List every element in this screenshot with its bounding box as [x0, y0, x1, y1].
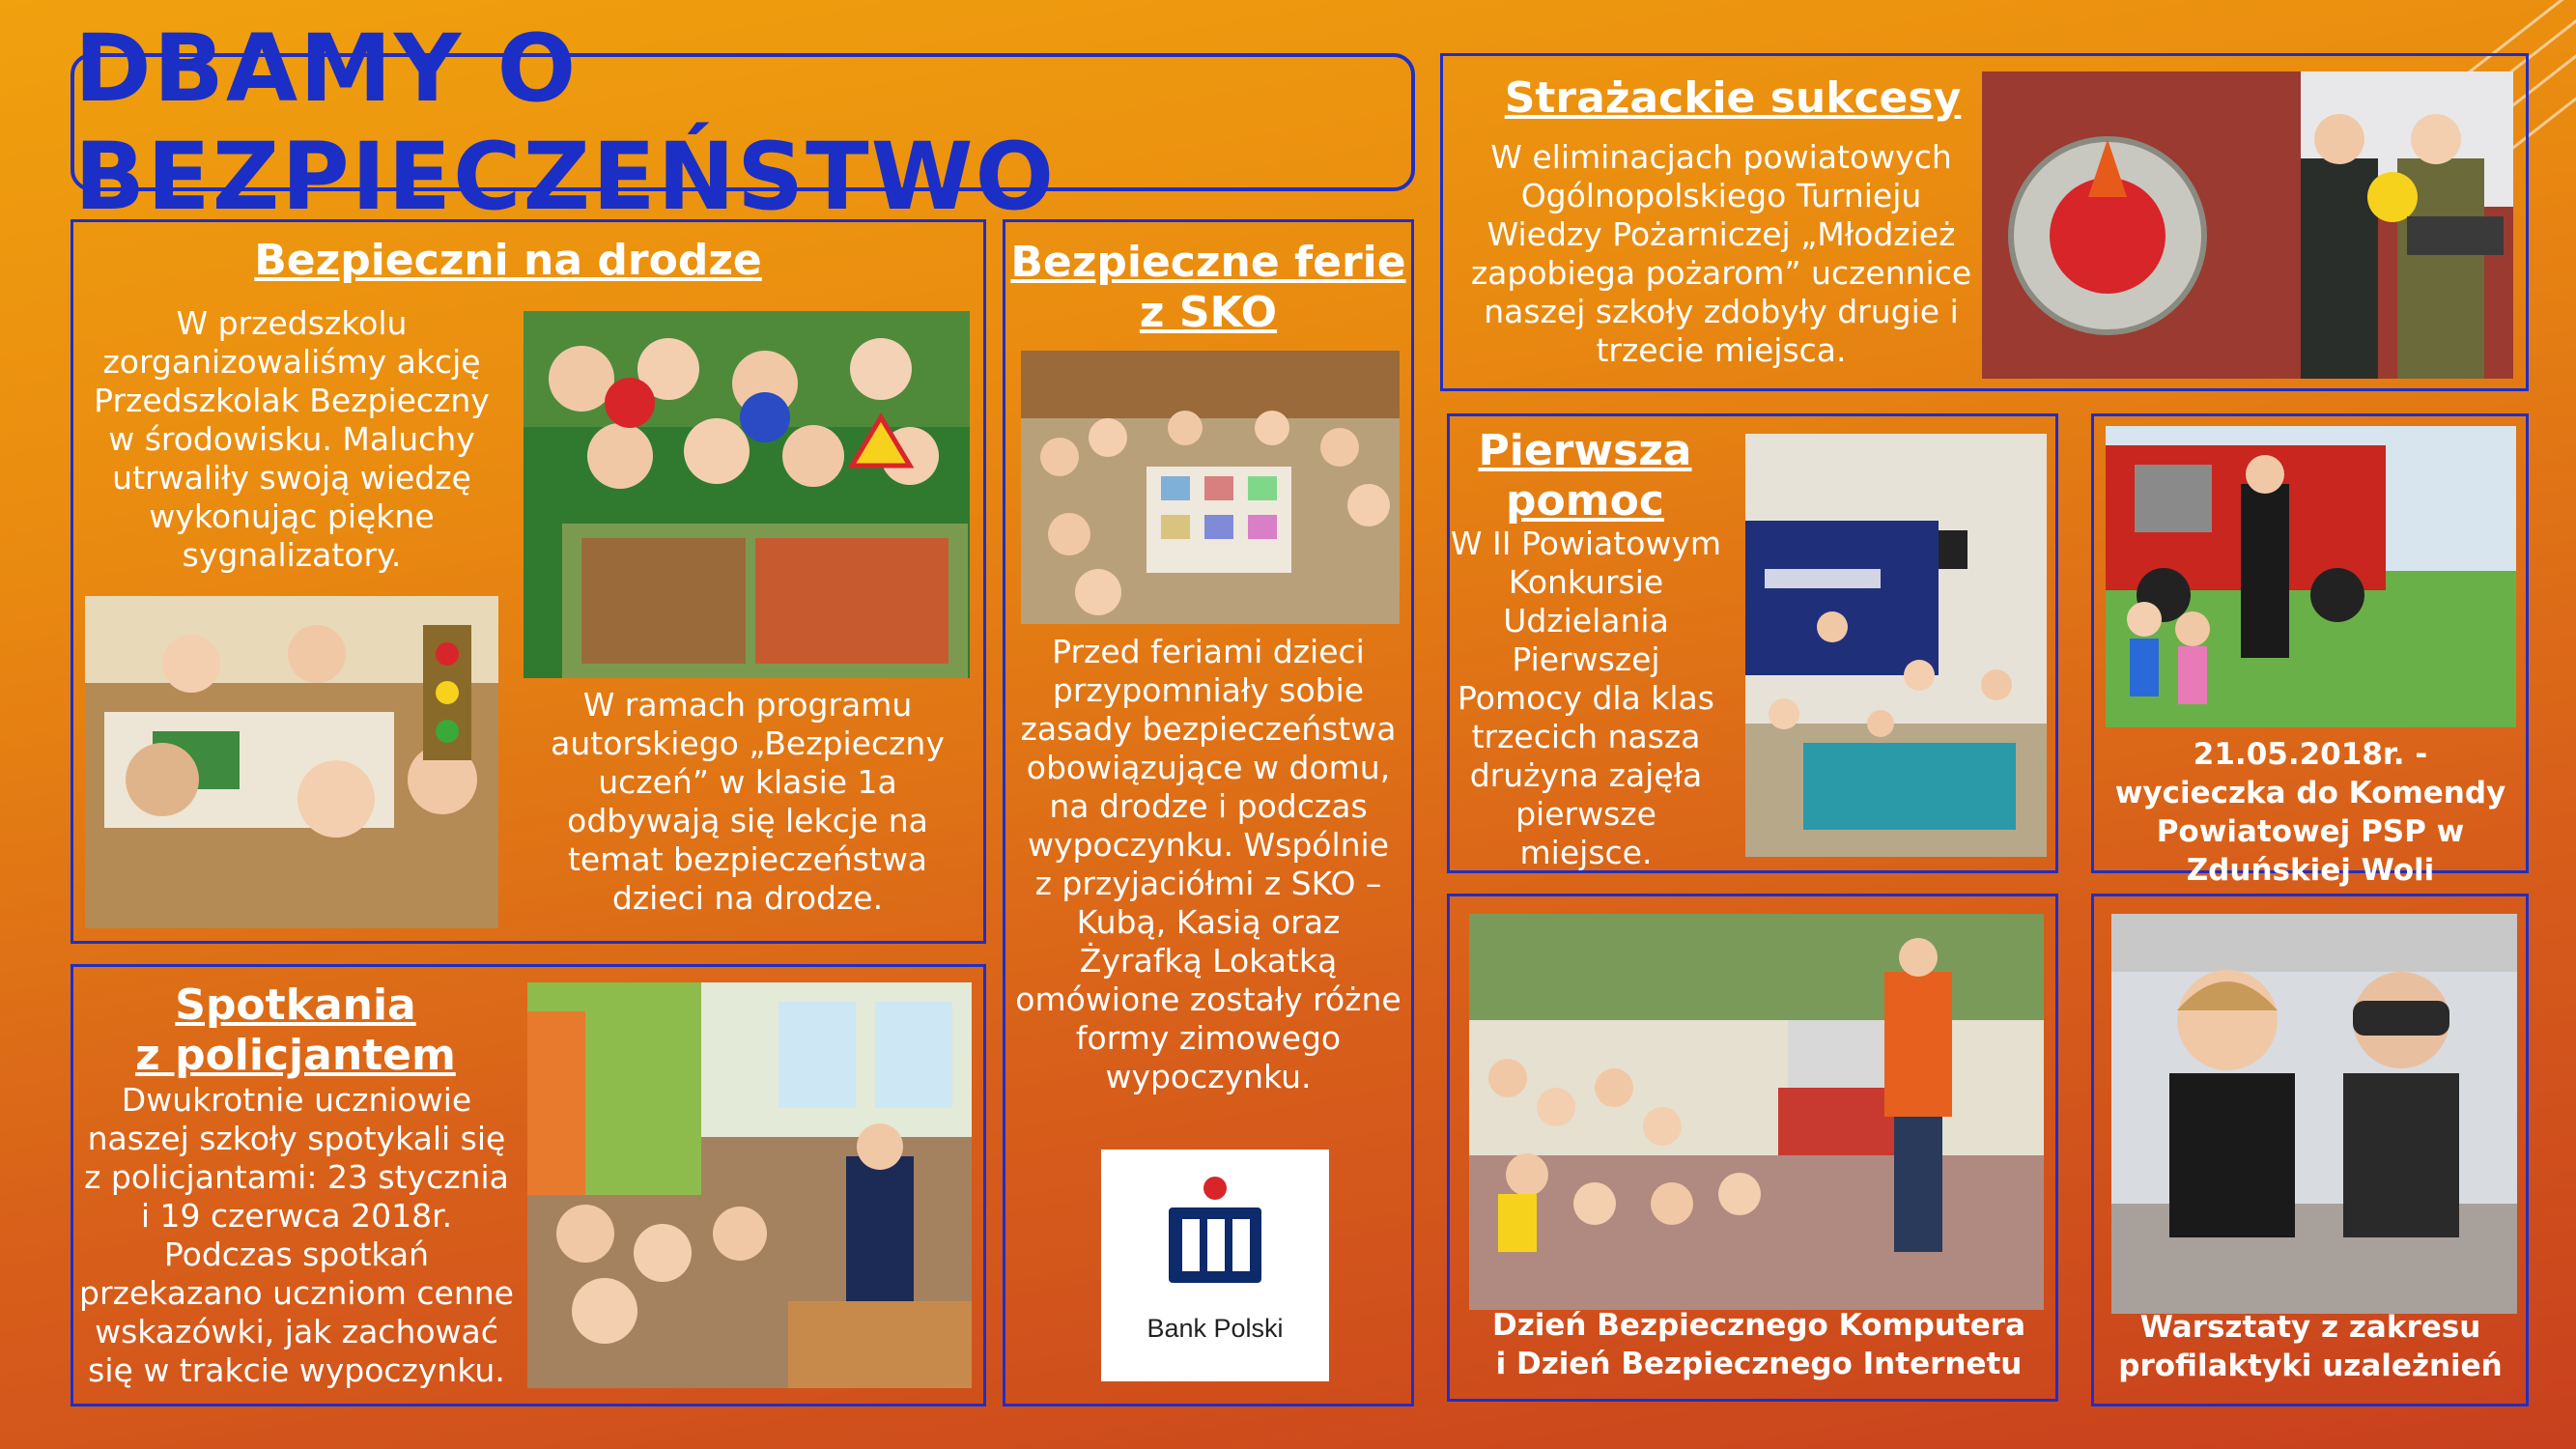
photo-children-sko — [1021, 351, 1400, 624]
photo-fire-brigade-winners — [1982, 71, 2513, 379]
page-title: DBAMY O BEZPIECZEŃSTWO — [74, 14, 1057, 231]
panel-strazackie-sukcesy — [1440, 53, 2529, 391]
pko-bank-logo-card — [1101, 1150, 1329, 1381]
panel-spotkania-z-policjantem — [71, 964, 986, 1406]
text-ferie-sko: Przed feriami dzieci przypomniały sobie zasady bezpieczeństwa obowiązujące w domu, na drodze i podczas wypoczynku. Wspólnie z przyjaciółmi z SKO – Kubą, Kasią oraz Żyrafką Lokatką omówione zostały różne formy zimowego wypoczynku. — [1015, 633, 1401, 1095]
text-program-bezpieczny-uczen: W ramach programu autorskiego „Bezpieczny uczeń” w klasie 1a odbywają się lekcje na temat bezpieczeństwa dzieci na drodze. — [551, 686, 945, 917]
heading-pomoc-line2: pomoc — [1506, 476, 1664, 526]
heading-spotkania-line2: z policjantem — [135, 1031, 456, 1080]
caption-dzien-bezpiecznego-komputera: Dzień Bezpiecznego Komputera i Dzień Bezpiecznego Internetu — [1491, 1308, 2025, 1381]
panel-dzien-bezpiecznego-komputera — [1447, 894, 2058, 1402]
heading-pomoc-line1: Pierwsza — [1478, 426, 1692, 475]
photo-children-road-signs — [524, 311, 970, 678]
heading-strazackie-sukcesy: Strażackie sukcesy — [1504, 73, 1962, 123]
caption-warsztaty-profilaktyki: Warsztaty z zakresu profilaktyki uzależnień — [2118, 1310, 2503, 1383]
heading-bezpieczni-na-drodze: Bezpieczni na drodze — [254, 236, 762, 285]
caption-wycieczka-psp: 21.05.2018r. - wycieczka do Komendy Powiatowej PSP w Zduńskiej Woli — [2114, 737, 2506, 888]
panel-wycieczka-psp — [2091, 413, 2529, 888]
heading-ferie-line1: Bezpieczne ferie — [1010, 238, 1406, 287]
pko-logo-text: Bank Polski — [1146, 1314, 1284, 1343]
pko-logo-icon — [1101, 1150, 1329, 1304]
panel-bezpieczne-ferie — [1003, 219, 1414, 1406]
photo-safe-computer-day — [1469, 914, 2044, 1310]
text-przedszkole-akcja: W przedszkolu zorganizowaliśmy akcję Przedszkolak Bezpieczny w środowisku. Maluchy utrwaliły swoją wiedzę wykonując piękne sygnalizatory. — [94, 304, 490, 574]
panel-pierwsza-pomoc — [1447, 413, 2058, 873]
title-banner — [71, 14, 1415, 231]
heading-ferie-line2: z SKO — [1139, 288, 1278, 337]
panel-warsztaty-profilaktyki — [2091, 894, 2529, 1406]
photo-fire-truck-visit — [2106, 426, 2516, 727]
photo-first-aid-contest — [1745, 434, 2047, 857]
heading-spotkania-line1: Spotkania — [175, 980, 416, 1030]
text-strazackie-sukcesy: W eliminacjach powiatowych Ogólnopolskiego Turnieju Wiedzy Pożarniczej „Młodzież zapobiega pożarom” uczennice naszej szkoły zdobyły drugie i trzecie miejsca. — [1470, 138, 1972, 369]
text-spotkania-z-policjantem: Dwukrotnie uczniowie naszej szkoły spotykali się z policjantami: 23 stycznia i 19 czerwca 2018r. Podczas spotkań przekazano uczniom cenne wskazówki, jak zachować się w trakcie wypoczynku. — [79, 1081, 514, 1389]
panel-bezpieczni-na-drodze — [71, 219, 986, 944]
photo-addiction-workshop — [2111, 914, 2517, 1314]
text-pierwsza-pomoc: W II Powiatowym Konkursie Udzielania Pierwszej Pomocy dla klas trzecich nasza drużyna zajęła pierwsze miejsce. — [1450, 525, 1722, 871]
photo-preschool-class — [85, 596, 498, 928]
photo-police-classroom — [527, 982, 972, 1388]
